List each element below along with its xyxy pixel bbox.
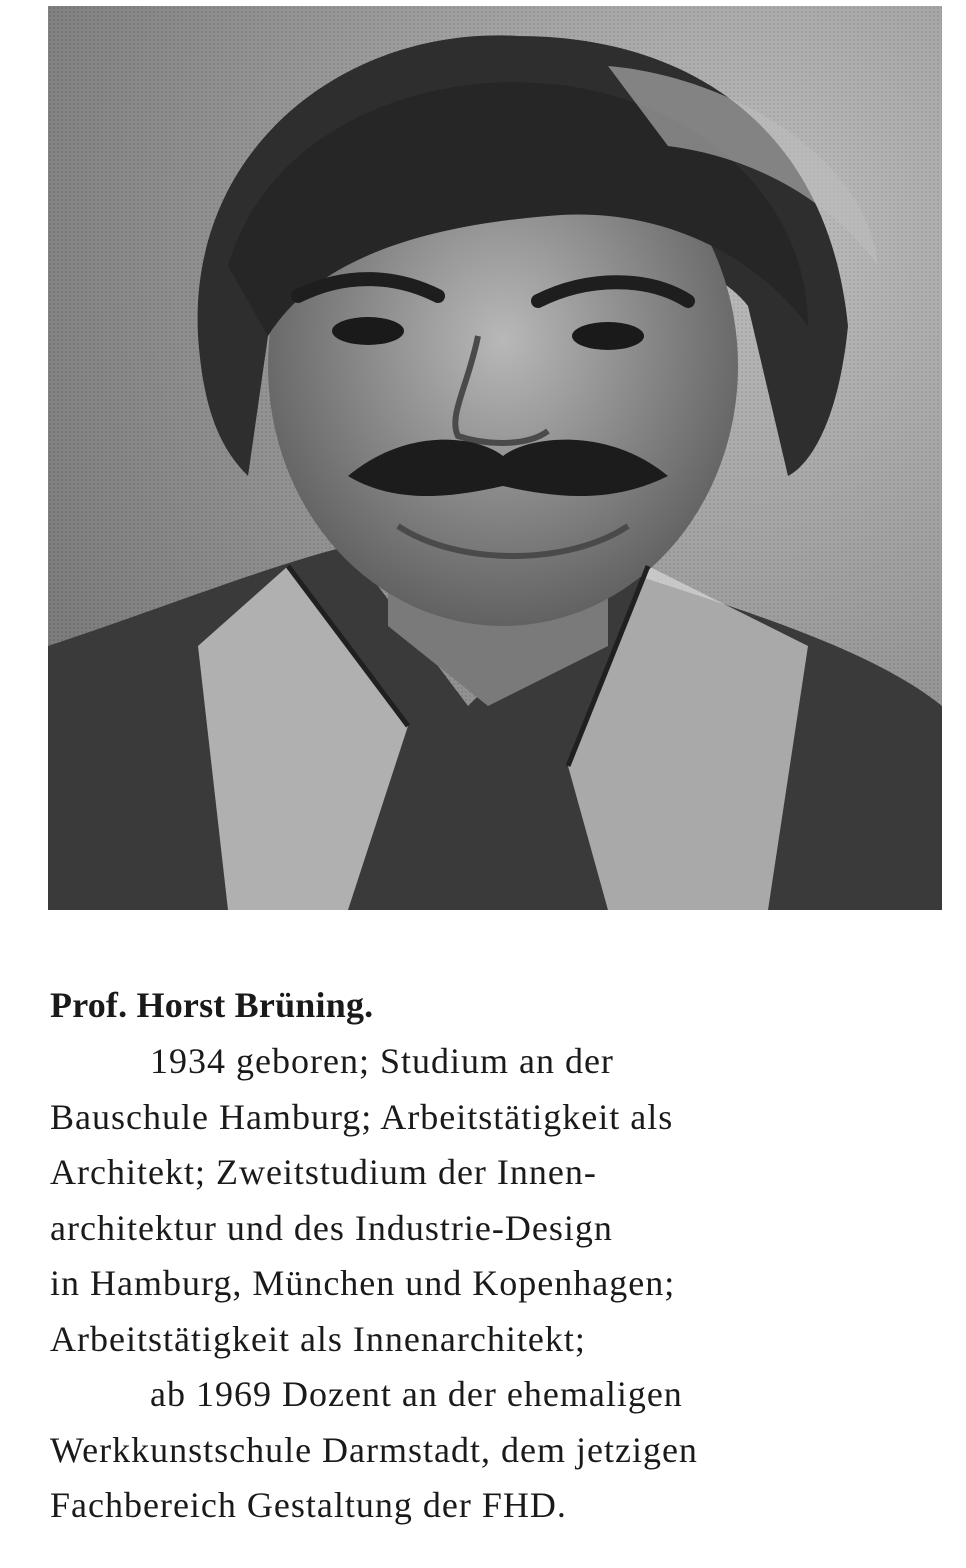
caption-line: in Hamburg, München und Kopenhagen; xyxy=(50,1263,676,1303)
portrait-illustration xyxy=(48,6,942,910)
caption-line: 1934 geboren; Studium an der xyxy=(150,1041,614,1081)
caption-line: Bauschule Hamburg; Arbeitstätigkeit als xyxy=(50,1096,674,1137)
caption-line: Arbeitstätigkeit als Innenarchitekt; xyxy=(50,1318,586,1359)
caption xyxy=(50,976,930,1534)
caption-line: Fachbereich Gestaltung der FHD. xyxy=(50,1485,567,1525)
caption-line: architektur und des Industrie-Design xyxy=(50,1207,613,1248)
caption-title: Prof. Horst Brüning. xyxy=(50,985,374,1025)
caption-line: Architekt; Zweitstudium der Innen- xyxy=(50,1152,597,1192)
caption-line: ab 1969 Dozent an der ehemaligen xyxy=(150,1374,683,1414)
caption-line: Werkkunstschule Darmstadt, dem jetzigen xyxy=(50,1429,698,1470)
portrait-photo xyxy=(48,6,942,910)
